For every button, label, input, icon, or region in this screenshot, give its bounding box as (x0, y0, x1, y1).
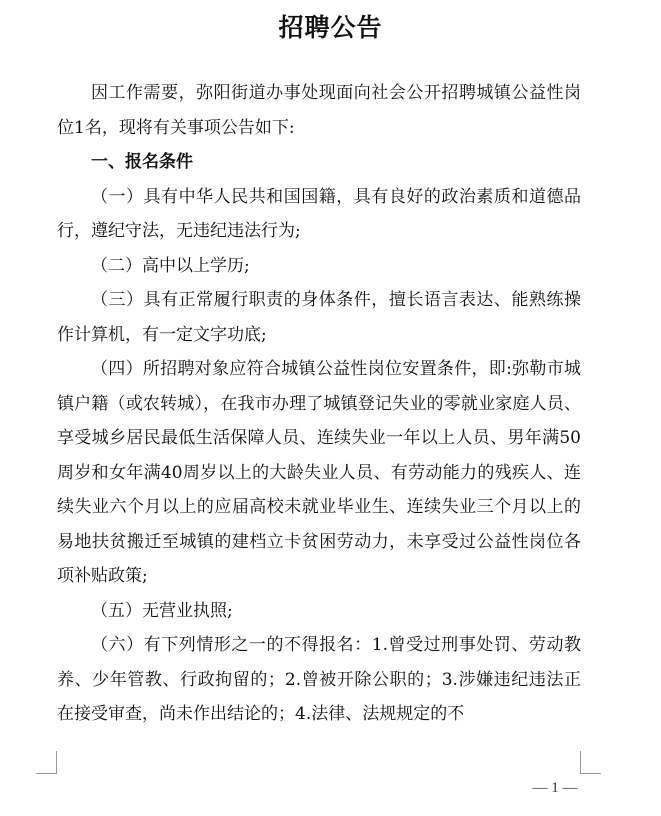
condition-5: （五）无营业执照; (91, 600, 233, 621)
condition-4: （四）所招聘对象应符合城镇公益性岗位安置条件，即:弥勒市城镇户籍（或农转城），在我市办理了城镇登记失业的零就业家庭人员、享受城乡居民最低生活保障人员、连续失业一年以上人员、男年满50周岁和女年满40周岁以上的大龄失业人员、有劳动能力的残疾人、连续失业六个月以上的应届高校未就业毕业生、连续失业三个月以上的易地扶贫搬迁至城镇的建档立卡贫困劳动力，未享受过公益性岗位各项补贴政策; (57, 359, 581, 586)
document-body (57, 76, 581, 732)
document-title: 招聘公告 (278, 13, 383, 42)
intro-paragraph: 因工作需要，弥阳街道办事处现面向社会公开招聘城镇公益性岗位1名，现将有关事项公告如下: (57, 83, 581, 138)
page-number: — 1 — (532, 780, 578, 796)
margin-corner-left (36, 751, 57, 774)
condition-1: （一）具有中华人民共和国国籍，具有良好的政治素质和道德品行，遵纪守法，无违纪违法行为; (57, 186, 581, 241)
condition-2: （二）高中以上学历; (91, 255, 250, 276)
condition-6: （六）有下列情形之一的不得报名：1.曾受过刑事处罚、劳动教养、少年管教、行政拘留的；2.曾被开除公职的；3.涉嫌违纪违法正在接受审查，尚未作出结论的；4.法律、法规规定的不 (57, 635, 581, 724)
condition-3: （三）具有正常履行职责的身体条件，擅长语言表达、能熟练操作计算机，有一定文字功底; (57, 290, 581, 345)
margin-corner-right (580, 751, 601, 774)
section-heading: 一、报名条件 (91, 152, 193, 172)
